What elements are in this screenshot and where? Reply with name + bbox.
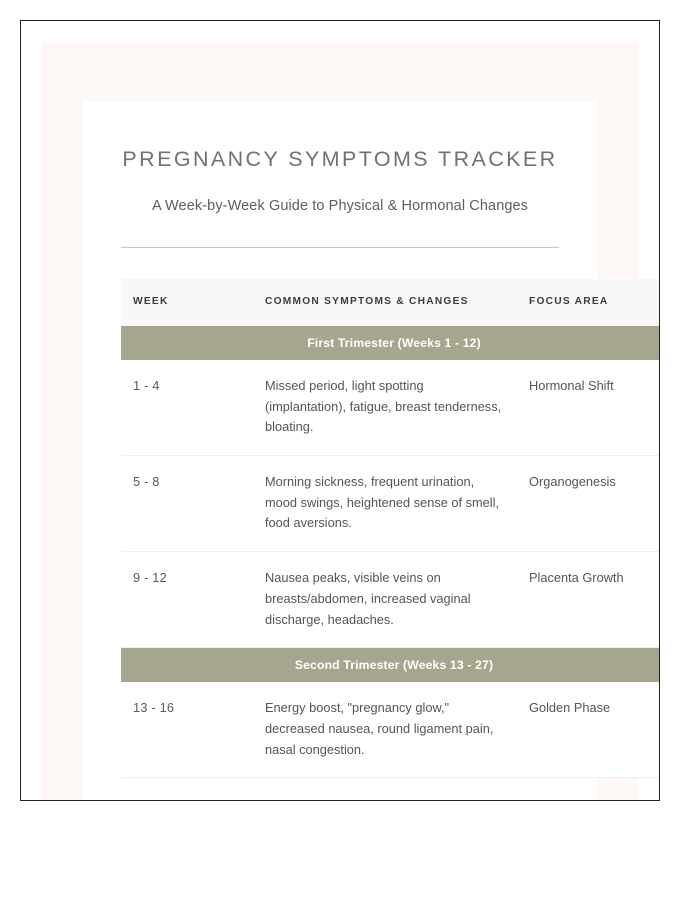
table-row bbox=[121, 455, 660, 551]
cell-focus-area: Hormonal Shift bbox=[517, 360, 660, 456]
page-subtitle: A Week-by-Week Guide to Physical & Hormonal Changes bbox=[151, 198, 529, 214]
cell-week: 1 - 4 bbox=[121, 360, 253, 456]
trimester-banner-label: Second Trimester (Weeks 13 - 27) bbox=[121, 648, 660, 683]
column-header-week: WEEK bbox=[121, 279, 253, 326]
browser-viewport-frame bbox=[20, 20, 660, 801]
page-background bbox=[41, 41, 639, 801]
cell-week: 13 - 16 bbox=[121, 682, 253, 778]
table-row bbox=[121, 360, 660, 456]
cell-symptoms: Morning sickness, frequent urination, mood swings, heightened sense of smell, food aversions. bbox=[253, 455, 517, 551]
trimester-banner-label: First Trimester (Weeks 1 - 12) bbox=[121, 326, 660, 360]
symptoms-table bbox=[121, 279, 660, 778]
cell-symptoms: Nausea peaks, visible veins on breasts/abdomen, increased vaginal discharge, headaches. bbox=[253, 552, 517, 648]
trimester-banner-row bbox=[121, 326, 660, 360]
table-header-row bbox=[121, 279, 660, 326]
trimester-banner-row bbox=[121, 648, 660, 683]
table-row bbox=[121, 552, 660, 648]
document-card bbox=[82, 101, 624, 801]
cell-week: 5 - 8 bbox=[121, 455, 253, 551]
cell-focus-area: Golden Phase bbox=[517, 682, 660, 778]
document-content bbox=[82, 101, 624, 778]
cell-week: 9 - 12 bbox=[121, 552, 253, 648]
title-divider bbox=[121, 247, 559, 248]
cell-symptoms: Energy boost, "pregnancy glow," decreased nausea, round ligament pain, nasal congestion. bbox=[253, 682, 517, 778]
column-header-symptoms: COMMON SYMPTOMS & CHANGES bbox=[253, 279, 517, 326]
cell-focus-area: Organogenesis bbox=[517, 455, 660, 551]
page-title: PREGNANCY SYMPTOMS TRACKER bbox=[122, 147, 558, 171]
table-row bbox=[121, 682, 660, 778]
table-body bbox=[121, 326, 660, 778]
cell-symptoms: Missed period, light spotting (implantation), fatigue, breast tenderness, bloating. bbox=[253, 360, 517, 456]
column-header-focus-area: FOCUS AREA bbox=[517, 279, 660, 326]
cell-focus-area: Placenta Growth bbox=[517, 552, 660, 648]
table-header bbox=[121, 279, 660, 326]
